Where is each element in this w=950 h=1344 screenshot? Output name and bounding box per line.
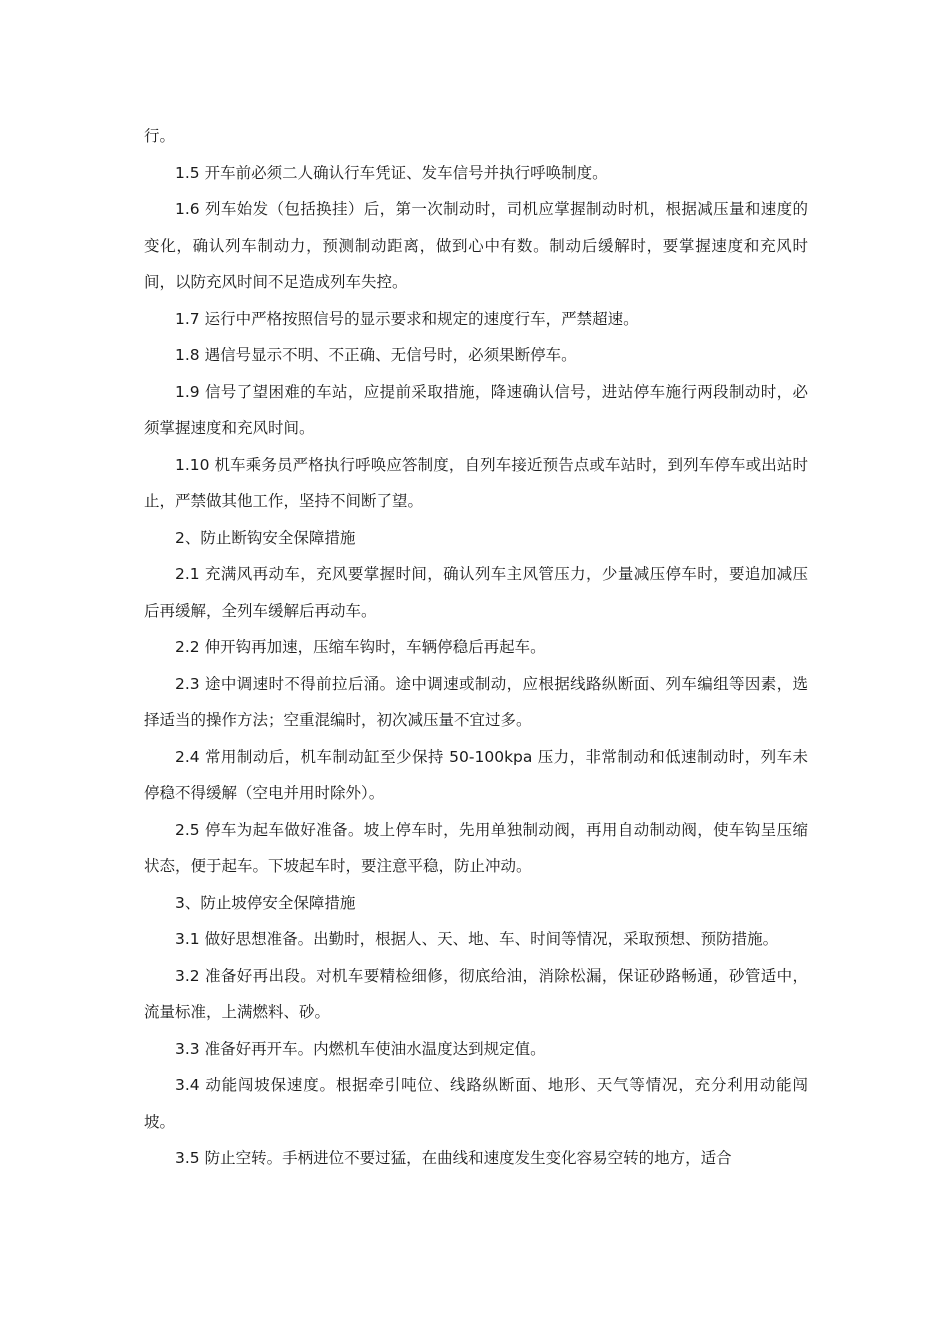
section-heading-3: 3、防止坡停安全保障措施 [175, 893, 356, 912]
paragraph-19: 3.5 防止空转。手柄进位不要过猛，在曲线和速度发生变化容易空转的地方，适合 [175, 1149, 732, 1167]
paragraph-16: 3.2 准备好再出段。对机车要精检细修，彻底给油，消除松漏，保证砂路畅通，砂管适中，流量标准，上满燃料、砂。 [144, 966, 808, 1021]
paragraph-13: 2.5 停车为起车做好准备。坡上停车时，先用单独制动阀，再用自动制动阀，使车钩呈压缩状态，便于起车。下坡起车时，要注意平稳，防止冲动。 [144, 820, 808, 875]
paragraph-12: 2.4 常用制动后，机车制动缸至少保持 50-100kpa 压力，非常制动和低速制动时，列车未停稳不得缓解（空电并用时除外）。 [144, 747, 808, 802]
paragraph-3: 1.6 列车始发（包括换挂）后，第一次制动时，司机应掌握制动时机，根据减压量和速度的变化，确认列车制动力，预测制动距离，做到心中有数。制动后缓解时，要掌握速度和充风时间，以防充风时间不足造成列车失控。 [144, 200, 808, 291]
paragraph-5: 1.8 遇信号显示不明、不正确、无信号时，必须果断停车。 [175, 346, 577, 364]
document-body [144, 118, 808, 1177]
paragraph-15: 3.1 做好思想准备。出勤时，根据人、天、地、车、时间等情况，采取预想、预防措施。 [175, 930, 779, 948]
paragraph-11: 2.3 途中调速时不得前拉后涌。途中调速或制动，应根据线路纵断面、列车编组等因素，选择适当的操作方法；空重混编时，初次减压量不宜过多。 [144, 674, 808, 729]
paragraph-2: 1.5 开车前必须二人确认行车凭证、发车信号并执行呼唤制度。 [175, 163, 608, 182]
paragraph-7: 1.10 机车乘务员严格执行呼唤应答制度，自列车接近预告点或车站时，到列车停车或出站时止，严禁做其他工作，坚持不间断了望。 [144, 455, 808, 510]
paragraph-6: 1.9 信号了望困难的车站，应提前采取措施，降速确认信号，进站停车施行两段制动时，必须掌握速度和充风时间。 [144, 382, 808, 437]
paragraph-9: 2.1 充满风再动车，充风要掌握时间，确认列车主风管压力，少量减压停车时，要追加减压后再缓解，全列车缓解后再动车。 [144, 565, 808, 620]
paragraph-10: 2.2 伸开钩再加速，压缩车钩时，车辆停稳后再起车。 [175, 638, 546, 656]
paragraph-18: 3.4 动能闯坡保速度。根据牵引吨位、线路纵断面、地形、天气等情况，充分利用动能闯坡。 [144, 1076, 808, 1131]
paragraph-1: 行。 [144, 127, 176, 145]
paragraph-17: 3.3 准备好再开车。内燃机车使油水温度达到规定值。 [175, 1039, 546, 1058]
paragraph-4: 1.7 运行中严格按照信号的显示要求和规定的速度行车，严禁超速。 [175, 309, 639, 328]
section-heading-2: 2、防止断钩安全保障措施 [175, 528, 356, 547]
